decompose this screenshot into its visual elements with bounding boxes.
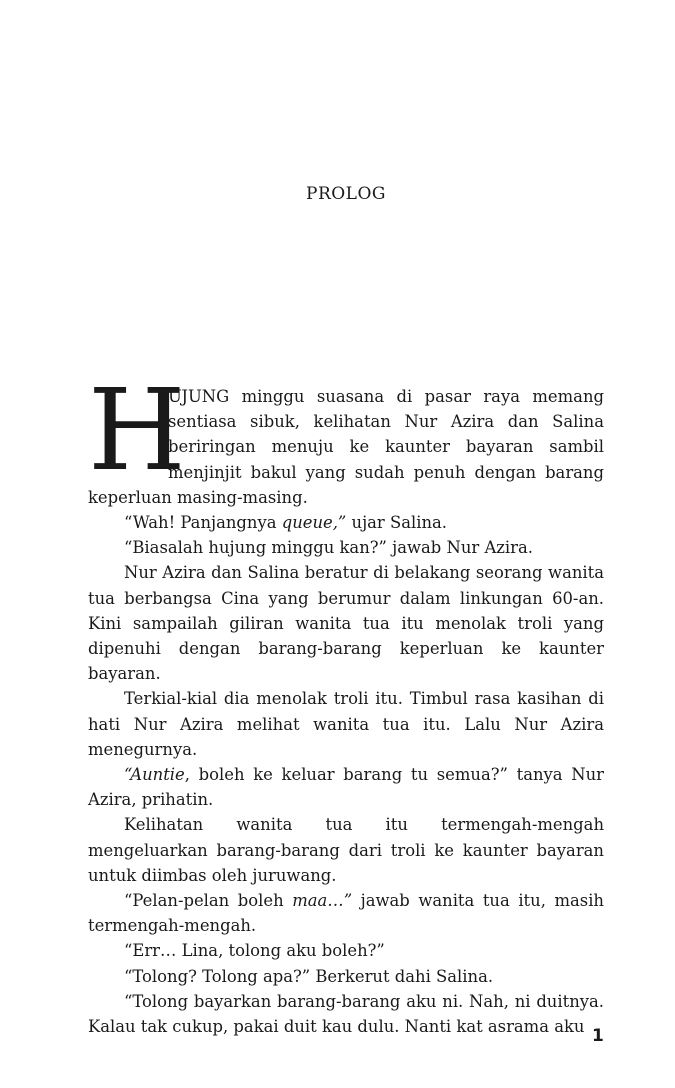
body-text	[88, 366, 604, 1039]
opening-paragraph	[88, 366, 604, 510]
paragraph: “Wah! Panjangnya queue,” ujar Salina.	[124, 513, 448, 533]
paragraph: Kelihatan wanita tua itu termengah-mengah mengeluarkan barang-barang dari troli ke kaunter bayaran untuk diimbas oleh juruwang.	[88, 815, 604, 885]
paragraph: Nur Azira dan Salina beratur di belakang seorang wanita tua berbangsa Cina yang berumur dalam linkungan 60-an. Kini sampailah giliran wanita tua itu menolak troli yang dipenuhi dengan barang-barang keperluan ke kaunter bayaran.	[88, 563, 604, 684]
paragraph: “Biasalah hujung minggu kan?” jawab Nur Azira.	[124, 538, 533, 558]
drop-cap: H	[88, 366, 186, 496]
paragraph: “Tolong bayarkan barang-barang aku ni. Nah, ni duitnya. Kalau tak cukup, pakai duit kau dulu. Nanti kat asrama aku	[88, 991, 604, 1037]
chapter-title: PROLOG	[306, 184, 386, 204]
paragraph: “Err… Lina, tolong aku boleh?”	[124, 941, 385, 961]
paragraph: “Tolong? Tolong apa?” Berkerut dahi Salina.	[124, 966, 494, 986]
paragraph: “Auntie, boleh ke keluar barang tu semua?” tanya Nur Azira, prihatin.	[88, 765, 604, 810]
paragraph: Terkial-kial dia menolak troli itu. Timbul rasa kasihan di hati Nur Azira melihat wanita tua itu. Lalu Nur Azira menegurnya.	[88, 689, 604, 759]
opening-text: UJUNG minggu suasana di pasar raya memang sentiasa sibuk, kelihatan Nur Azira dan Salina beriringan menuju ke kaunter bayaran sambil menjinjit bakul yang sudah penuh dengan barang keperluan masing-masing.	[88, 387, 604, 507]
paragraph: “Pelan-pelan boleh maa…” jawab wanita tua itu, masih termengah-mengah.	[88, 891, 604, 936]
page-number: 1	[592, 1026, 604, 1046]
